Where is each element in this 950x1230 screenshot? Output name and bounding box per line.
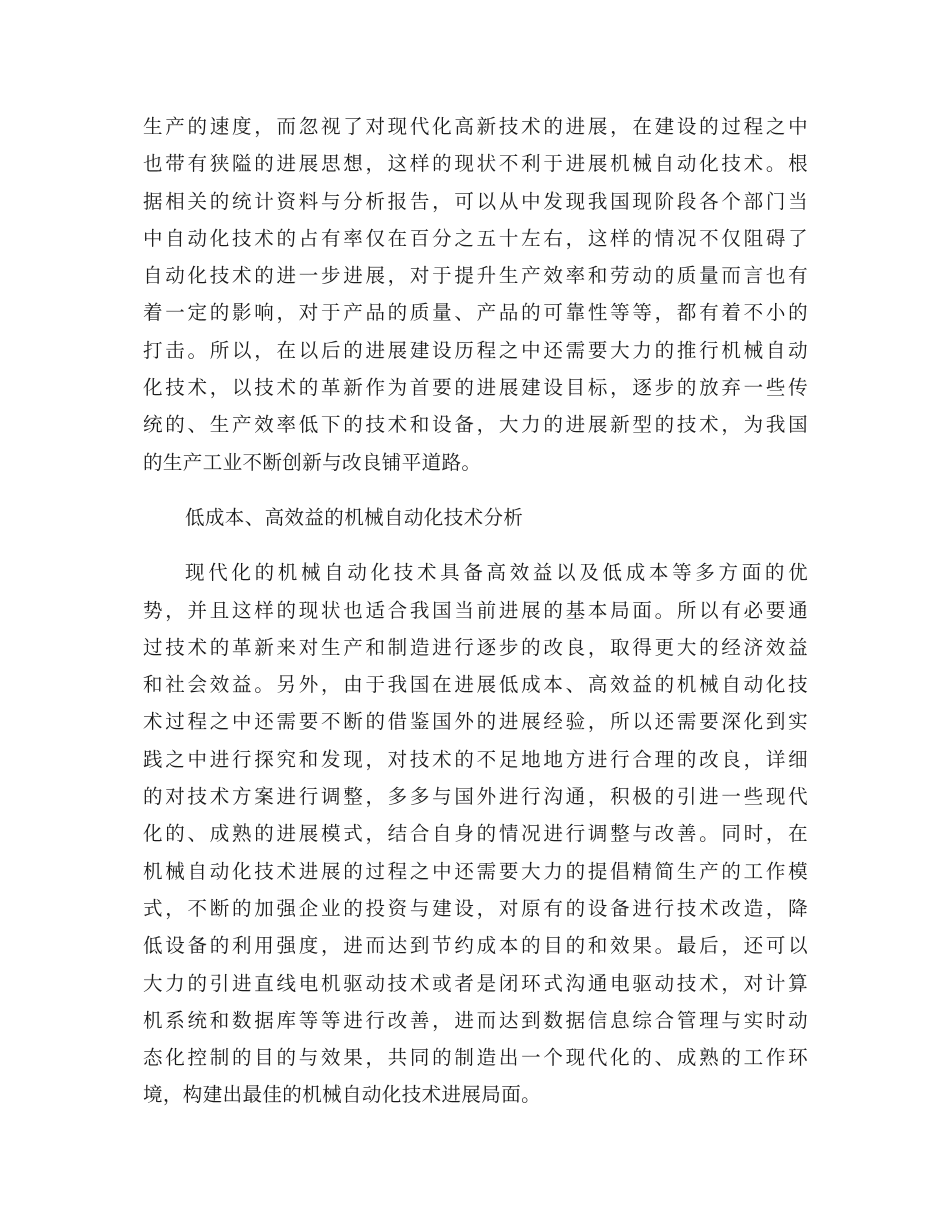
paragraph-line: 化的、成熟的进展模式，结合自身的情况进行调整与改善。同时，在 <box>143 822 808 846</box>
paragraph-line: 也带有狭隘的进展思想，这样的现状不利于进展机械自动化技术。根 <box>143 152 808 176</box>
paragraph-line: 低设备的利用强度，进而达到节约成本的目的和效果。最后，还可以 <box>143 934 808 958</box>
paragraph-line: 自动化技术的进一步进展，对于提升生产效率和劳动的质量而言也有 <box>143 264 808 288</box>
paragraph-line: 中自动化技术的占有率仅在百分之五十左右，这样的情况不仅阻碍了 <box>143 226 808 250</box>
paragraph-line: 着一定的影响，对于产品的质量、产品的可靠性等等，都有着不小的 <box>143 301 808 325</box>
paragraph-2 <box>143 554 808 1113</box>
paragraph-line: 机系统和数据库等等进行改善，进而达到数据信息综合管理与实时动 <box>143 1008 808 1032</box>
document-body <box>143 108 808 1114</box>
paragraph-line: 生产的速度，而忽视了对现代化高新技术的进展，在建设的过程之中 <box>143 115 808 138</box>
paragraph-line: 统的、生产效率低下的技术和设备，大力的进展新型的技术，为我国 <box>143 413 808 437</box>
section-heading: 低成本、高效益的机械自动化技术分析 <box>185 505 524 529</box>
paragraph-line: 过技术的革新来对生产和制造进行逐步的改良，取得更大的经济效益 <box>143 635 808 659</box>
paragraph-line: 化技术，以技术的革新作为首要的进展建设目标，逐步的放弃一些传 <box>143 376 808 400</box>
paragraph-line: 势，并且这样的现状也适合我国当前进展的基本局面。所以有必要通 <box>143 598 808 622</box>
paragraph-line: 打击。所以，在以后的进展建设历程之中还需要大力的推行机械自动 <box>143 338 808 362</box>
paragraph-line: 的生产工业不断创新与改良铺平道路。 <box>143 450 482 474</box>
paragraph-line: 据相关的统计资料与分析报告，可以从中发现我国现阶段各个部门当 <box>143 189 808 213</box>
paragraph-line: 式，不断的加强企业的投资与建设，对原有的设备进行技术改造，降 <box>143 896 808 920</box>
paragraph-line: 术过程之中还需要不断的借鉴国外的进展经验，所以还需要深化到实 <box>143 710 808 734</box>
paragraph-line: 机械自动化技术进展的过程之中还需要大力的提倡精简生产的工作模 <box>143 859 808 883</box>
paragraph-line: 态化控制的目的与效果，共同的制造出一个现代化的、成熟的工作环 <box>143 1046 808 1070</box>
paragraph-line: 境，构建出最佳的机械自动化技术进展局面。 <box>143 1083 542 1107</box>
paragraph-line: 和社会效益。另外，由于我国在进展低成本、高效益的机械自动化技 <box>143 673 808 697</box>
paragraph-line: 大力的引进直线电机驱动技术或者是闭环式沟通电驱动技术，对计算 <box>143 971 808 995</box>
paragraph-line: 的对技术方案进行调整，多多与国外进行沟通，积极的引进一些现代 <box>143 785 808 809</box>
paragraph-line: 现代化的机械自动化技术具备高效益以及低成本等多方面的优 <box>185 561 808 585</box>
paragraph-spacer <box>143 536 808 554</box>
paragraph-1 <box>143 108 808 481</box>
paragraph-spacer <box>143 481 808 499</box>
paragraph-line: 践之中进行探究和发现，对技术的不足地地方进行合理的改良，详细 <box>143 747 808 771</box>
